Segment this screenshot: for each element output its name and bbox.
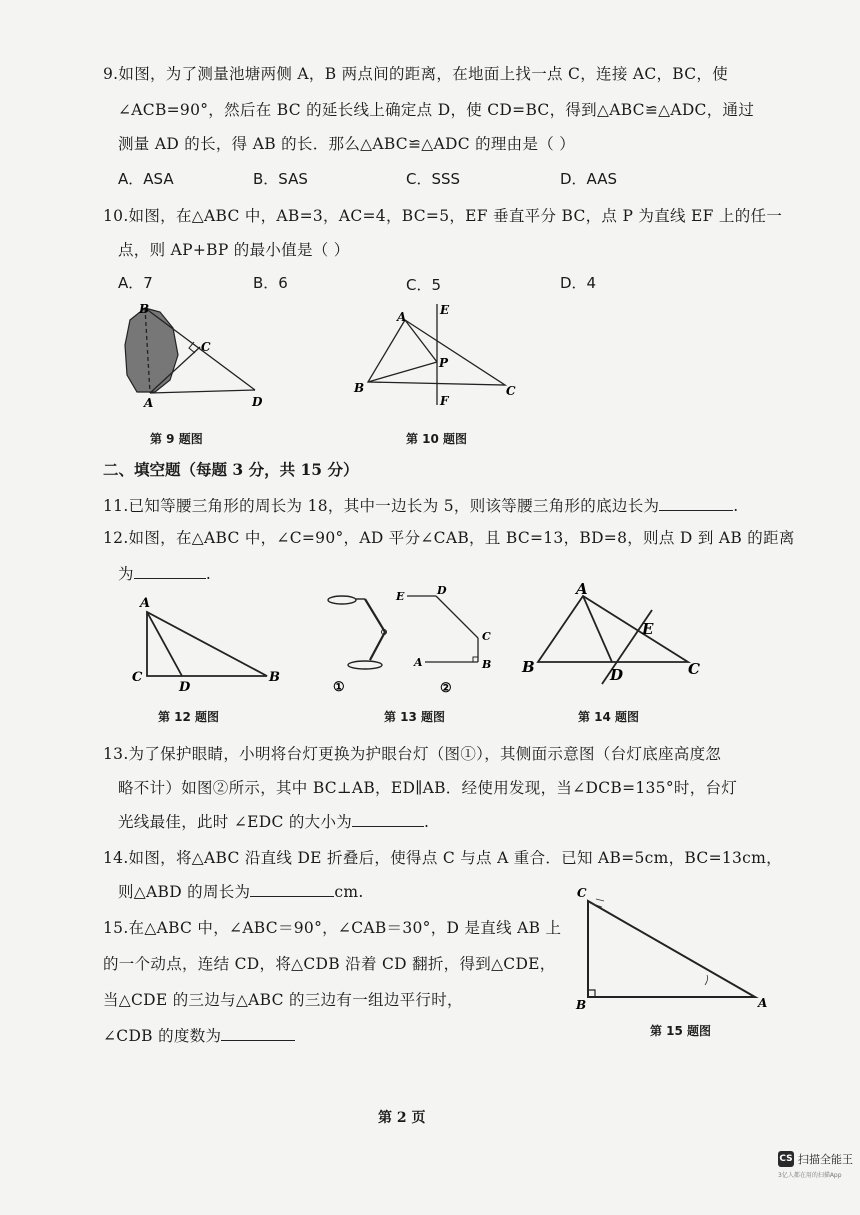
fig13-label-b: B <box>482 658 492 671</box>
q12-prefix: 为 <box>118 565 134 583</box>
segment-ap <box>405 320 437 362</box>
triangle-abc <box>538 596 688 662</box>
fig10-caption: 第 10 题图 <box>406 432 468 446</box>
fig10-label-p: P <box>439 356 449 370</box>
q9-option-c: C．SSS <box>406 170 461 188</box>
q15-prefix: ∠CDB 的度数为 <box>103 1027 222 1045</box>
q13-line1: 13.为了保护眼睛，小明将台灯更换为护眼台灯（图①），其侧面示意图（台灯底座高度忽 <box>103 745 722 763</box>
q14-line2 <box>118 880 364 902</box>
figure-14 <box>520 582 715 687</box>
fig10-label-e: E <box>440 303 450 317</box>
fig12-caption: 第 12 题图 <box>158 710 220 724</box>
triangle-cba <box>588 901 755 997</box>
fig10-label-b: B <box>354 381 365 395</box>
fig10-label-c: C <box>506 384 516 398</box>
fig15-label-b: B <box>576 998 587 1012</box>
watermark-subtitle: 3亿人都在用的扫描App <box>778 1172 842 1179</box>
lamp-arm <box>365 599 385 660</box>
q11-end: . <box>733 497 739 515</box>
q13-line2: 略不计）如图②所示，其中 BC⊥AB，ED∥AB．经使用发现，当∠DCB=135°时，台灯 <box>118 779 738 797</box>
figure-15 <box>570 885 770 1015</box>
q10-option-b: B．6 <box>253 274 288 292</box>
segment-dc <box>436 596 478 638</box>
q15-line4 <box>103 1024 295 1046</box>
fig9-label-d: D <box>252 395 263 409</box>
q10-line2: 点，则 AP+BP 的最小值是（ ） <box>118 241 350 259</box>
fig12-label-d: D <box>179 680 191 695</box>
fig12-label-a: A <box>140 596 151 611</box>
fig14-label-b: B <box>522 658 535 676</box>
q14-line1: 14.如图，将△ABC 沿直线 DE 折叠后，使得点 C 与点 A 重合．已知 AB=5cm，BC=13cm， <box>103 849 782 867</box>
right-angle-mark <box>189 342 195 353</box>
q10-option-a: A．7 <box>118 274 153 292</box>
fig15-caption: 第 15 题图 <box>650 1024 712 1038</box>
q11-line <box>103 494 739 516</box>
fig13-label-a: A <box>414 656 423 669</box>
fig14-label-a: A <box>576 580 588 598</box>
fig13-label-c: C <box>482 630 491 643</box>
q9-line2: ∠ACB=90°，然后在 BC 的延长线上确定点 D，使 CD=BC，得到△ABC≌△ADC，通过 <box>118 101 755 119</box>
fig14-label-e: E <box>642 620 654 638</box>
fig9-label-b: B <box>139 302 150 316</box>
q14-end: cm. <box>334 883 364 901</box>
right-angle-mark <box>588 990 595 997</box>
q10-line1: 10.如图，在△ABC 中，AB=3，AC=4，BC=5，EF 垂直平分 BC，点 P 为直线 EF 上的任一 <box>103 207 783 225</box>
q10-option-d: D．4 <box>560 274 597 292</box>
q9-option-a: A．ASA <box>118 170 174 188</box>
q9-option-b: B．SAS <box>253 170 308 188</box>
q15-line3: 当△CDE 的三边与△ABC 的三边有一组边平行时， <box>103 991 463 1009</box>
angle-mark <box>705 975 708 985</box>
scanner-watermark <box>778 1151 853 1167</box>
lamp-head <box>328 596 356 604</box>
q11-answer-blank[interactable] <box>659 496 733 511</box>
figure-10 <box>350 300 530 410</box>
fig9-caption: 第 9 题图 <box>150 432 203 446</box>
fig13-label-d: D <box>437 584 447 597</box>
q9-line3: 测量 AD 的长，得 AB 的长．那么△ABC≌△ADC 的理由是（ ） <box>118 135 576 153</box>
fig12-label-c: C <box>132 670 143 685</box>
fig10-label-a: A <box>397 310 407 324</box>
cs-logo-icon: CS <box>778 1151 794 1167</box>
fig13-label-n2: ② <box>440 681 452 696</box>
q12-end: . <box>205 565 212 583</box>
fig15-label-a: A <box>758 996 768 1010</box>
q12-answer-blank[interactable] <box>134 564 206 579</box>
q15-line1: 15.在△ABC 中，∠ABC＝90°，∠CAB＝30°，D 是直线 AB 上 <box>103 919 562 937</box>
q14-prefix: 则△ABD 的周长为 <box>118 883 251 901</box>
q12-line2 <box>118 562 211 584</box>
fig9-label-a: A <box>144 396 154 410</box>
q12-line1: 12.如图，在△ABC 中，∠C=90°，AD 平分∠CAB，且 BC=13，BD=8，则点 D 到 AB 的距离 <box>103 529 795 547</box>
fig13-caption: 第 13 题图 <box>384 710 446 724</box>
fig14-label-c: C <box>688 660 700 678</box>
q9-line1: 9.如图，为了测量池塘两侧 A，B 两点间的距离，在地面上找一点 C，连接 AC，BC，使 <box>103 65 729 83</box>
figure-12 <box>130 592 290 695</box>
q13-line3 <box>118 810 429 832</box>
fig9-label-c: C <box>201 340 211 354</box>
fig14-label-d: D <box>610 666 624 684</box>
section-title: 二、填空题（每题 3 分，共 15 分） <box>103 460 359 479</box>
q9-option-d: D．AAS <box>560 170 618 188</box>
right-angle-mark <box>473 657 478 662</box>
fig10-label-f: F <box>440 394 449 408</box>
fig14-caption: 第 14 题图 <box>578 710 640 724</box>
q15-line2: 的一个动点，连结 CD，将△CDB 沿着 CD 翻折，得到△CDE， <box>103 955 556 973</box>
q13-prefix: 光线最佳，此时 ∠EDC 的大小为 <box>118 813 353 831</box>
page-number: 第 2 页 <box>378 1110 426 1126</box>
fig13-label-n1: ① <box>333 680 345 695</box>
lamp-base <box>348 661 382 669</box>
q15-answer-blank[interactable] <box>221 1026 295 1041</box>
q14-answer-blank[interactable] <box>250 882 334 897</box>
q13-answer-blank[interactable] <box>352 812 424 827</box>
fig15-label-c: C <box>577 886 587 900</box>
q11-text: 11.已知等腰三角形的周长为 18，其中一边长为 5，则该等腰三角形的底边长为 <box>103 497 660 515</box>
fig12-label-b: B <box>269 670 280 685</box>
watermark-name: 扫描全能王 <box>798 1153 853 1166</box>
q10-option-c: C．5 <box>406 276 442 294</box>
segment-ad <box>150 390 255 393</box>
figure-13 <box>320 584 510 698</box>
q13-end: . <box>424 813 430 831</box>
fig13-label-e: E <box>396 590 405 603</box>
figure-9 <box>115 300 275 410</box>
pond-shape <box>125 308 178 392</box>
